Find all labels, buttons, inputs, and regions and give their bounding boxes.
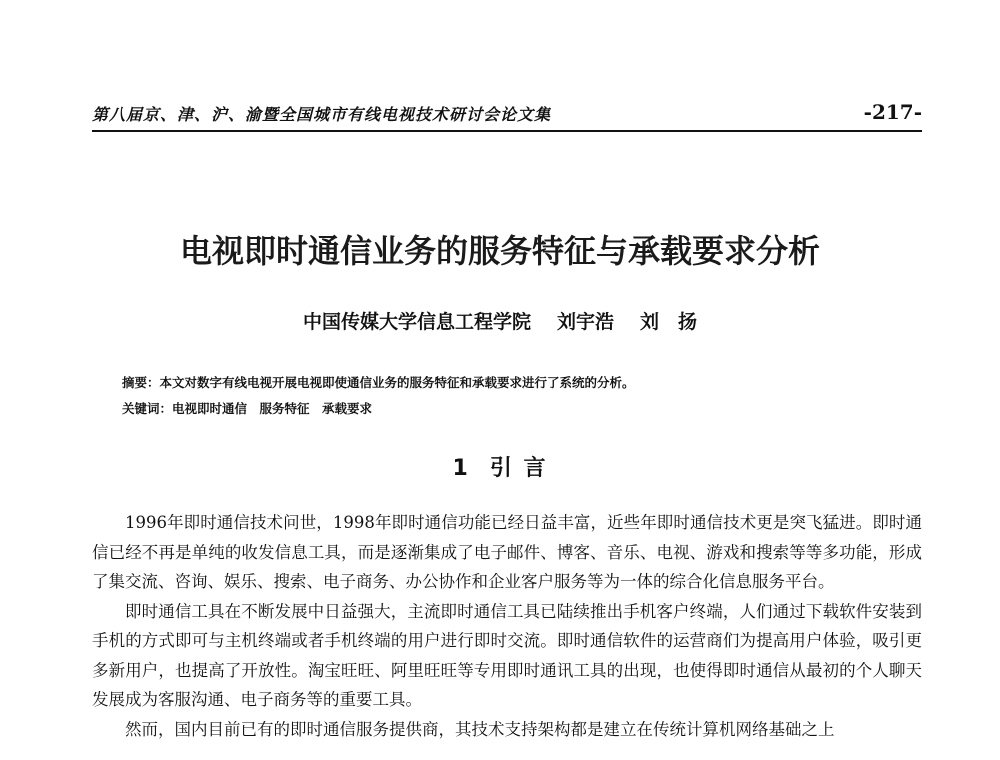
- section-heading: [0, 451, 1000, 482]
- paragraph: 然而，国内目前已有的即时通信服务提供商，其技术支持架构都是建立在传统计算机网络基础之上: [125, 719, 835, 739]
- affiliation: 中国传媒大学信息工程学院: [302, 311, 531, 333]
- body-text: [92, 508, 922, 744]
- abstract-text: 本文对数字有线电视开展电视即使通信业务的服务特征和承载要求进行了系统的分析。: [159, 375, 635, 390]
- paragraph: 即时通信工具在不断发展中日益强大，主流即时通信工具已陆续推出手机客户终端，人们通过下载软件安装到手机的方式即可与主机终端或者手机终端的用户进行即时交流。即时通信软件的运营商们为提高用户体验，吸引更多新用户，也提高了开放性。淘宝旺旺、阿里旺旺等专用即时通讯工具的出现，也使得即时通信从最初的个人聊天发展成为客服沟通、电子商务等的重要工具。: [92, 601, 922, 709]
- keywords-label: 关键词：: [122, 401, 173, 416]
- page-number: -217-: [863, 100, 922, 124]
- abstract-label: 摘要：: [122, 375, 160, 390]
- paper-title: 电视即时通信业务的服务特征与承载要求分析: [179, 232, 820, 270]
- keywords: [122, 399, 372, 417]
- section-number: 1: [452, 456, 470, 481]
- keywords-text: 电视即时通信 服务特征 承载要求: [172, 401, 373, 416]
- author-name: 刘 扬: [640, 311, 698, 333]
- paragraph: 1996年即时通信技术问世，1998年即时通信功能已经日益丰富，近些年即时通信技术更是突飞猛进。即时通信已经不再是单纯的收发信息工具，而是逐渐集成了电子邮件、博客、音乐、电视、游戏和搜索等等多功能，形成了集交流、咨询、娱乐、搜索、电子商务、办公协作和企业客户服务等为一体的综合化信息服务平台。: [92, 513, 922, 591]
- section-title: 引 言: [489, 456, 548, 481]
- abstract: [122, 373, 635, 391]
- running-header: [92, 100, 922, 130]
- header-rule: [92, 130, 922, 132]
- author-line: [0, 307, 1000, 334]
- author-name: 刘宇浩: [556, 311, 614, 333]
- journal-title: 第八届京、津、沪、渝暨全国城市有线电视技术研讨会论文集: [92, 105, 552, 124]
